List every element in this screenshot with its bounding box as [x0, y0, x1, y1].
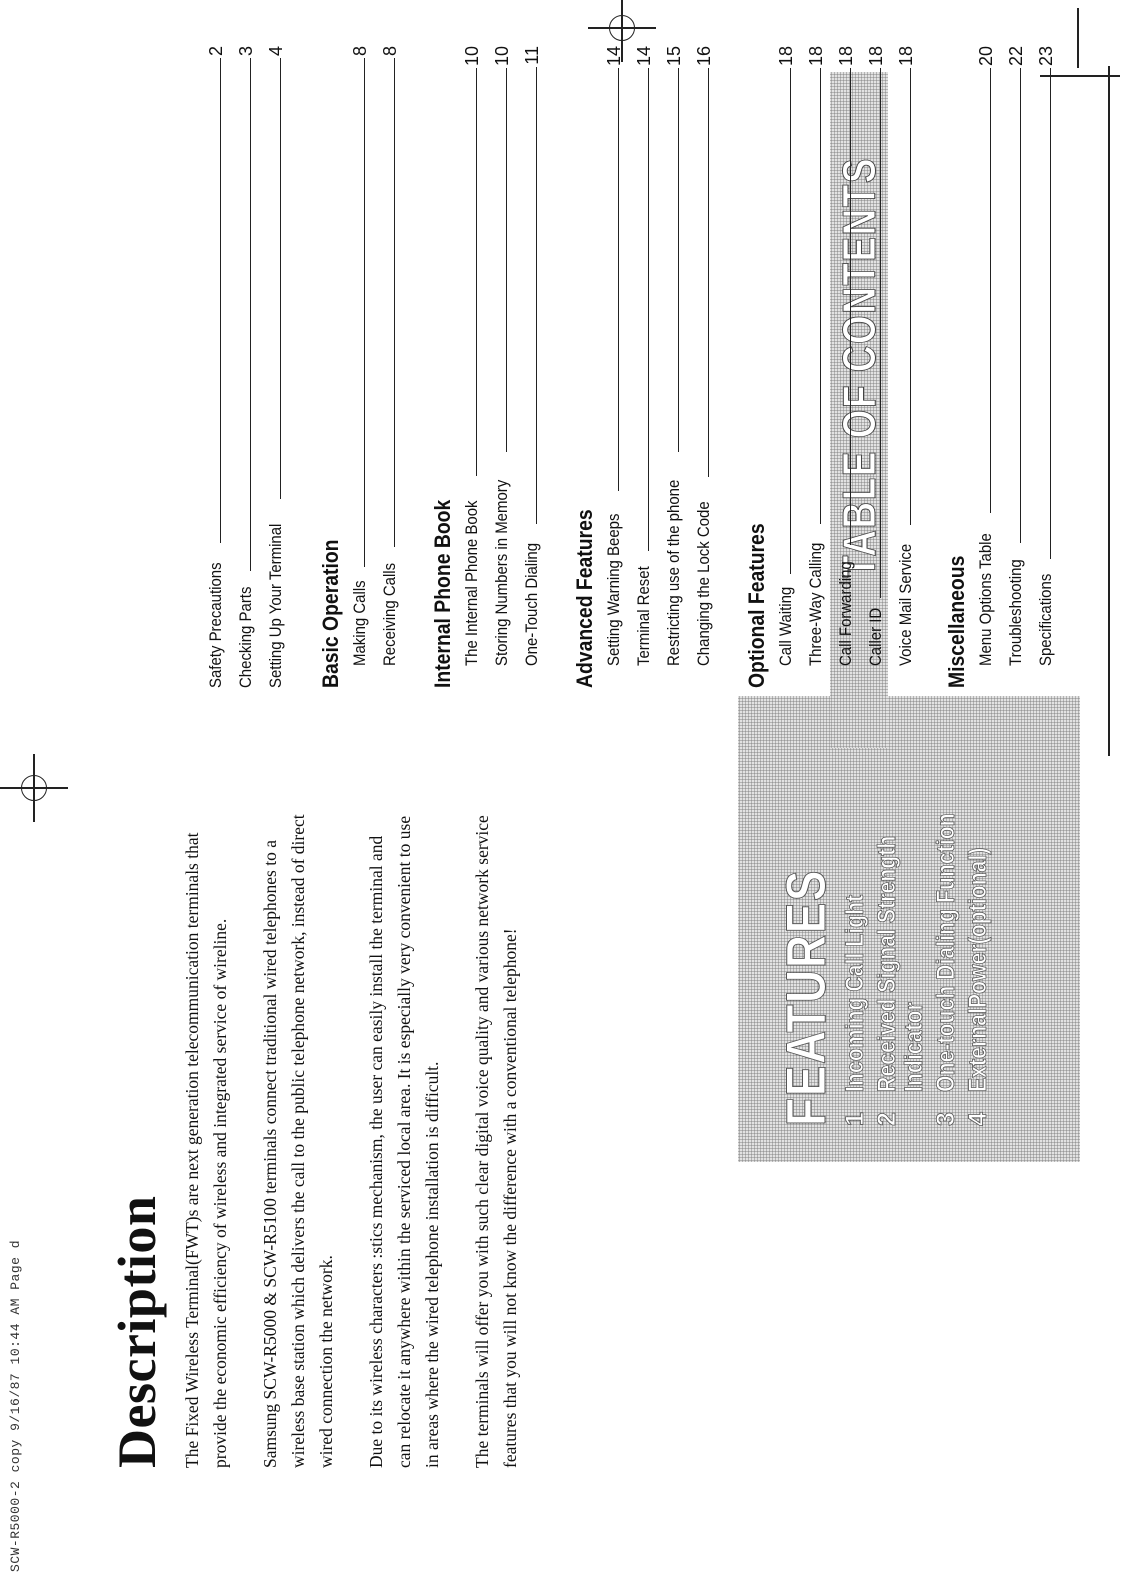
toc-entry-page: 8 — [380, 46, 400, 57]
toc-title: TABLE OF CONTENTS — [833, 156, 885, 578]
toc-entry-title: Troubleshooting — [1006, 559, 1025, 666]
toc-entry — [776, 46, 796, 666]
toc-entry-page: 15 — [664, 46, 684, 67]
toc-entry — [462, 46, 482, 666]
feature-text: Received Signal Strength Indicator — [873, 835, 928, 1092]
toc-entry — [236, 46, 256, 688]
toc-entry-title: Setting Up Your Terminal — [266, 523, 285, 688]
features-box — [738, 696, 1080, 1162]
page-edge-rule — [1108, 66, 1110, 756]
toc-entry — [664, 46, 684, 666]
feature-number: 3 — [932, 1112, 960, 1126]
description-paragraph-1: The Fixed Wireless Terminal(FWT)s are next generation telecommunication terminals that provide the economic efficiency of wireless and integrated service of wireline. — [182, 832, 230, 1468]
toc-entry-page: 22 — [1006, 46, 1026, 67]
feature-number: 1 — [841, 1112, 869, 1126]
description-paragraph-2: Samsung SCW-R5000 & SCW-R5100 terminals connect traditional wired telephones to a wireless base station which delivers the call to the public telephone network, instead of direct wired connection the network. — [260, 814, 336, 1468]
feature-item — [965, 696, 992, 1126]
toc-entry-page: 18 — [866, 46, 886, 67]
feature-item — [874, 696, 928, 1126]
registration-mark-left — [14, 768, 54, 808]
toc-entry — [492, 46, 512, 666]
description-section — [108, 808, 546, 1468]
feature-item — [842, 696, 869, 1126]
toc-entry-page: 11 — [522, 46, 542, 65]
description-paragraph-4: The terminals will offer you with such clear digital voice quality and various network service features that you will not know the difference with a conventional telephone! — [472, 815, 520, 1468]
toc-entry-title: Restricting use of the phone — [664, 479, 683, 666]
crop-mark-bottom-h — [1077, 8, 1079, 68]
toc-entry-title: Making Calls — [350, 580, 369, 666]
toc-entry-title: Call Waiting — [776, 586, 795, 666]
toc-entry — [1036, 46, 1056, 666]
toc-entry-title: Terminal Reset — [634, 566, 653, 666]
toc-entry — [836, 46, 856, 666]
toc-entry — [380, 46, 400, 666]
toc-entry — [866, 46, 886, 666]
toc-section-heading: Miscellaneous — [944, 555, 969, 688]
toc-entry-page: 14 — [604, 46, 624, 67]
toc-entry-title: Setting Warning Beeps — [604, 513, 623, 666]
toc-entry-page: 20 — [976, 46, 996, 67]
toc-entry-title: Menu Options Table — [976, 533, 995, 666]
toc-entry-title: Three-Way Calling — [806, 542, 825, 666]
toc-entry-page: 18 — [896, 46, 916, 67]
toc-entry — [1006, 46, 1026, 666]
toc-entry-title: Changing the Lock Code — [694, 501, 713, 666]
feature-number: 4 — [964, 1112, 992, 1126]
toc-entry — [206, 46, 226, 688]
toc-section-heading: Internal Phone Book — [430, 499, 455, 688]
toc-entry — [976, 46, 996, 666]
toc-entry-page: 8 — [350, 46, 370, 57]
toc-entry-title: Voice Mail Service — [896, 543, 915, 666]
toc-entry-page: 3 — [236, 46, 256, 57]
toc-entry-title: Checking Parts — [236, 586, 255, 688]
toc-entry — [604, 46, 624, 666]
feature-text: Incoming Call Light — [841, 894, 869, 1092]
toc-entry-title: One-Touch Dialing — [522, 542, 541, 666]
toc-entry-page: 14 — [634, 46, 654, 67]
toc-entry-title: Specifications — [1036, 573, 1055, 666]
features-title: FEATURES — [774, 868, 837, 1126]
toc-entry-page: 18 — [836, 46, 856, 67]
description-paragraph-3: Due to its wireless characters :stics mechanism, the user can easily install the terminal and can relocate it anywhere within the serviced local area. It is especially very convenient to use in areas where the wired telephone installation is difficult. — [366, 815, 442, 1468]
printer-slug: SCW-R5000-2 copy 9/16/87 10:44 AM Page d — [8, 1239, 23, 1572]
feature-number: 2 — [873, 1112, 901, 1126]
toc-entry-page: 18 — [776, 46, 796, 67]
toc-entry-page: 4 — [266, 46, 286, 57]
toc-section-heading: Basic Operation — [318, 539, 343, 688]
toc-section-heading: Advanced Features — [572, 509, 597, 688]
toc-entry — [634, 46, 654, 666]
toc-entry — [266, 46, 286, 688]
toc-section-heading: Optional Features — [744, 523, 769, 688]
toc-entry-page: 23 — [1036, 46, 1056, 67]
toc-entry-title: Storing Numbers in Memory — [492, 479, 511, 666]
feature-text: One-touch Dialing Function — [932, 813, 960, 1092]
feature-item — [933, 696, 960, 1126]
toc-entry-title: Safety Precautions — [206, 562, 225, 688]
toc-entry-page: 10 — [492, 46, 512, 67]
toc-entry-page: 10 — [462, 46, 482, 67]
toc-entry-title: Caller ID — [866, 607, 885, 666]
toc-entry — [522, 46, 542, 666]
description-title: Description — [107, 1195, 167, 1468]
toc-entry — [350, 46, 370, 666]
toc-entry — [896, 46, 916, 666]
toc-entry-page: 18 — [806, 46, 826, 67]
feature-text: ExternalPower(optional) — [964, 847, 992, 1092]
toc-entry — [694, 46, 714, 666]
toc-entry-page: 16 — [694, 46, 714, 67]
toc-entry-title: The Internal Phone Book — [462, 500, 481, 666]
toc-entry-title: Receiving Calls — [380, 562, 399, 666]
toc-entry — [806, 46, 826, 666]
registration-mark-right — [602, 8, 642, 48]
toc-entry-title: Call Forwarding — [836, 561, 855, 666]
toc-entry-page: 2 — [206, 46, 226, 57]
